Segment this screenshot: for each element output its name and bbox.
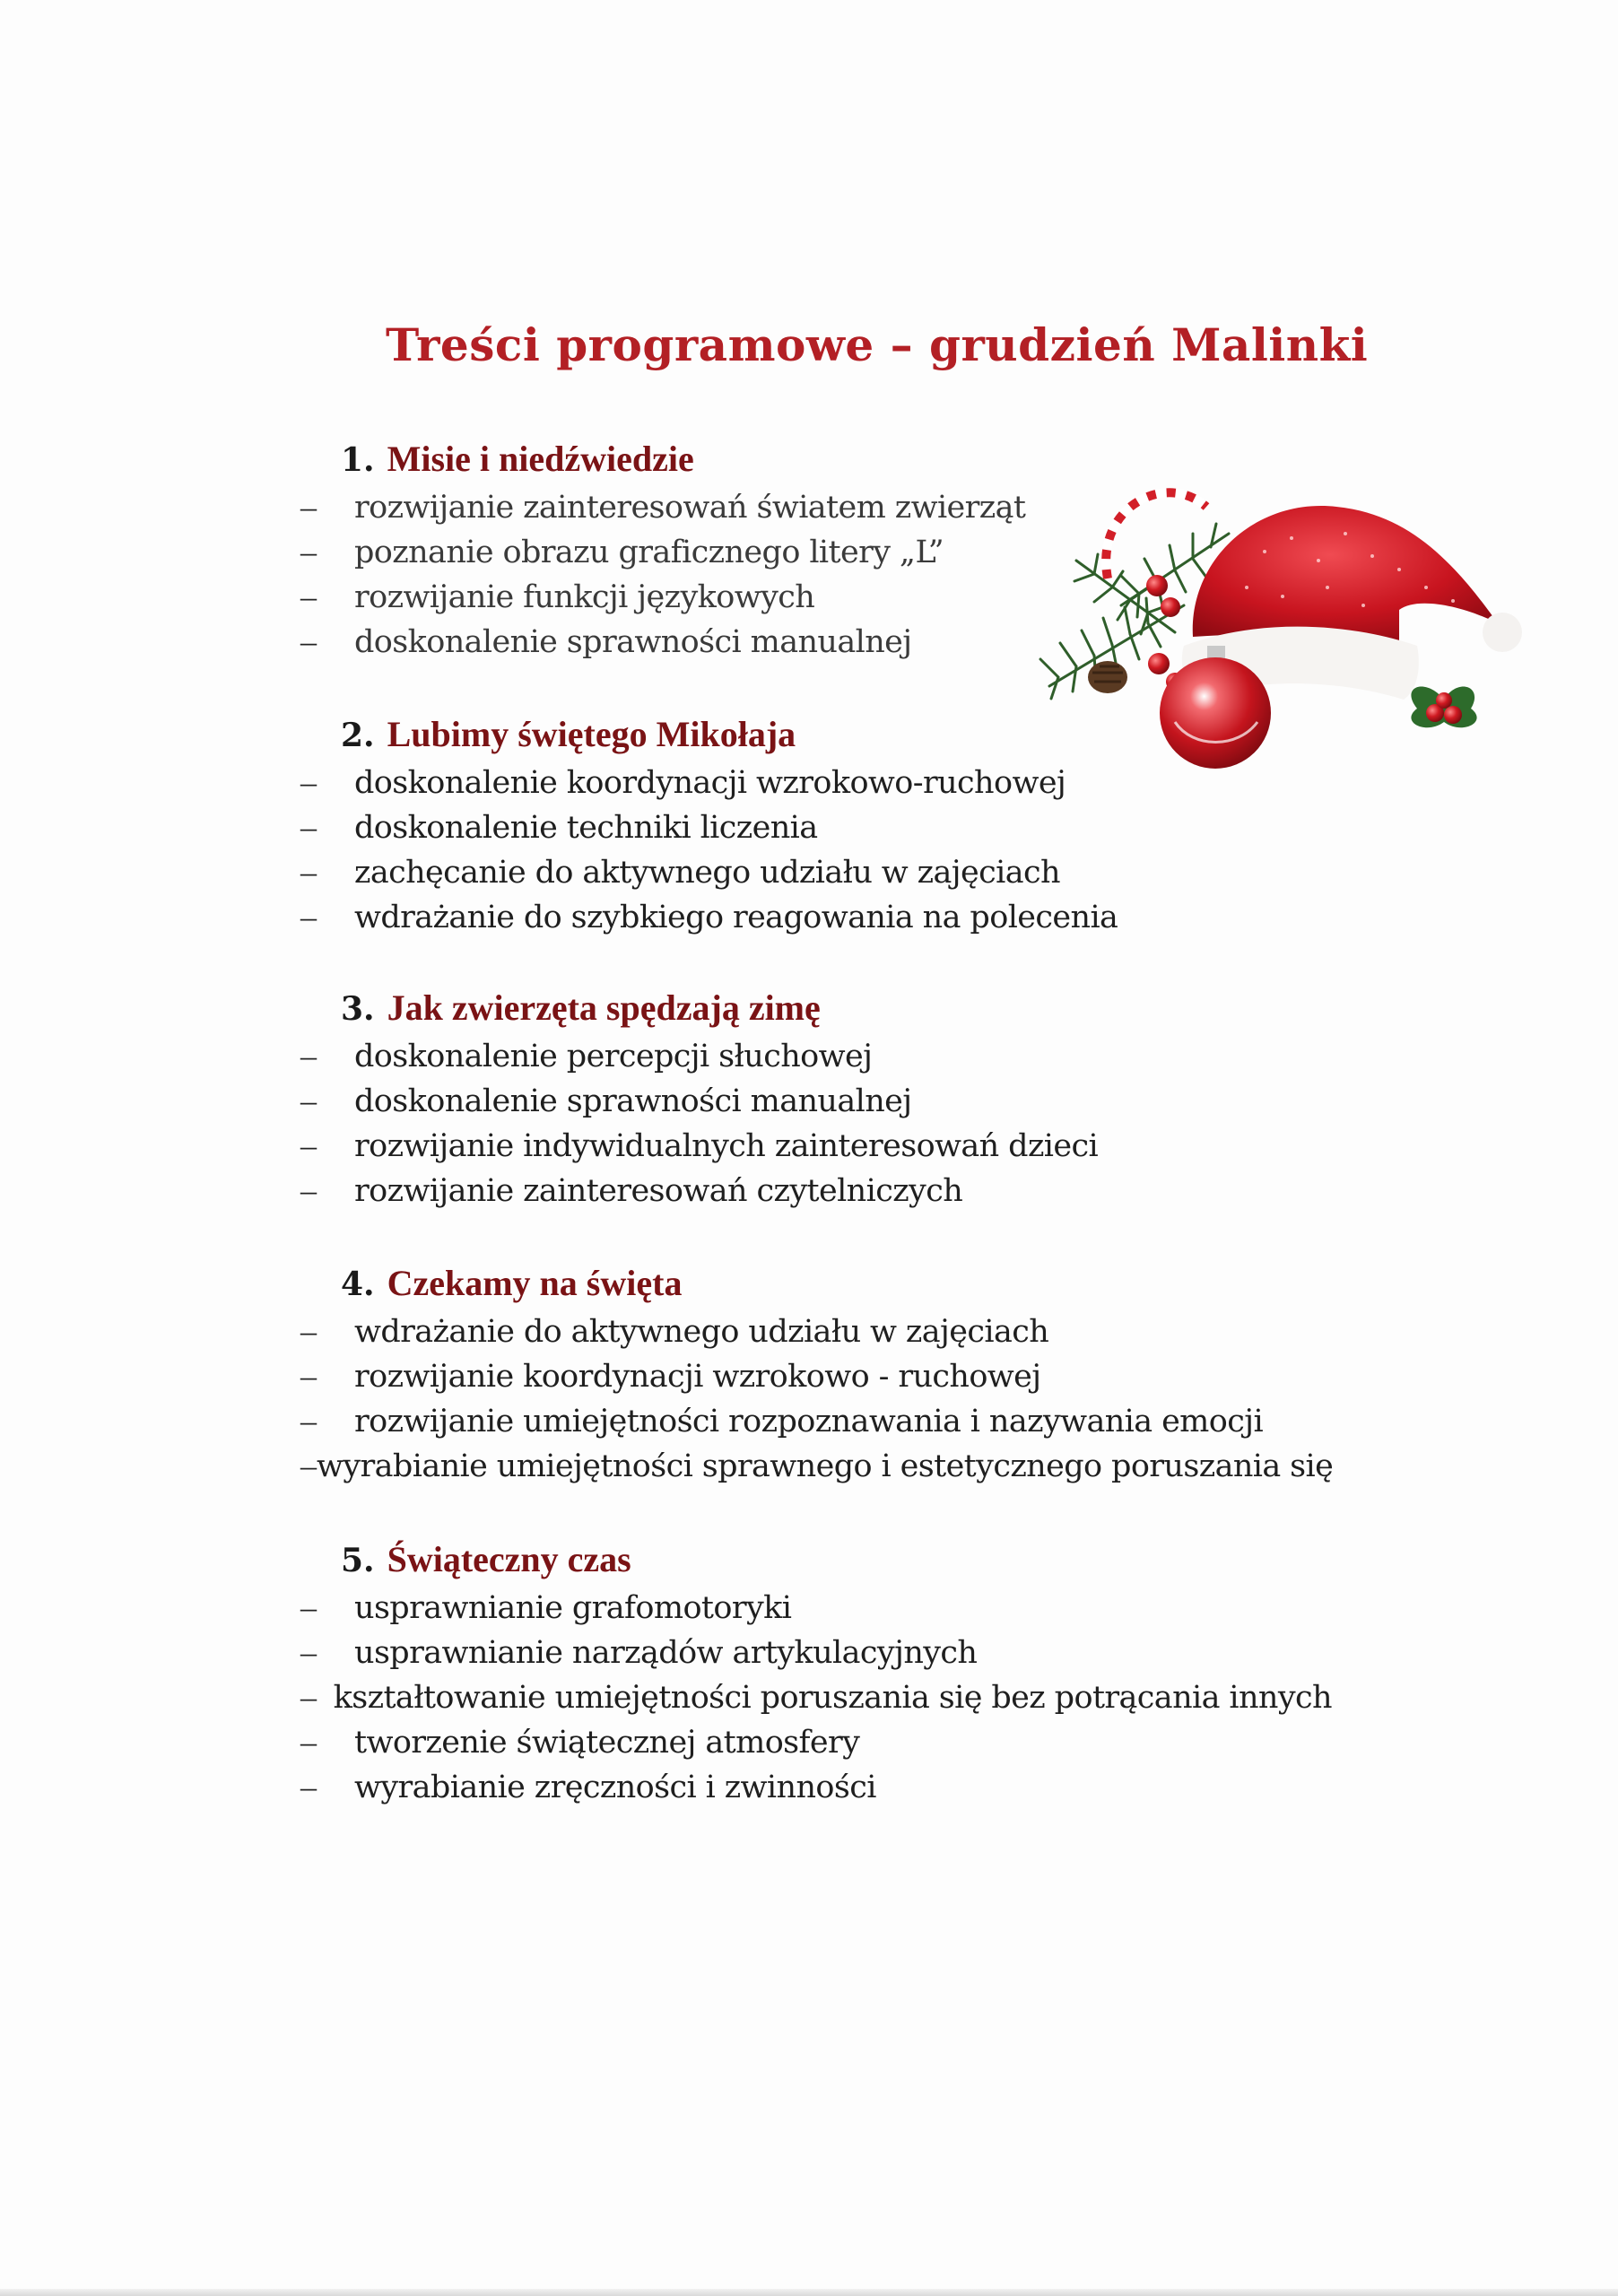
section-number: 3. <box>341 990 375 1028</box>
list-marker: – <box>300 578 317 614</box>
list-marker: – <box>300 764 317 800</box>
list-marker: – <box>300 1634 317 1670</box>
list-marker: – <box>300 899 317 935</box>
list-item-text: tworzenie świątecznej atmosfery <box>354 1725 860 1761</box>
section-heading <box>341 987 1332 1037</box>
list-item-text: wdrażanie do aktywnego udziału w zajęciach <box>354 1314 1049 1350</box>
section-title: Jak zwierzęta spędzają zimę <box>387 987 821 1028</box>
list-item-text: usprawnianie narządów artykulacyjnych <box>354 1635 978 1671</box>
list-item-text: rozwijanie indywidualnych zainteresowań dzieci <box>354 1128 1099 1164</box>
list-item <box>300 853 1332 898</box>
section-title: Czekamy na święta <box>387 1263 683 1303</box>
list-item <box>300 533 1332 578</box>
list-item-text: doskonalenie sprawności manualnej <box>354 1083 912 1119</box>
list-item-text: doskonalenie techniki liczenia <box>354 810 818 846</box>
list-marker: – <box>300 1403 317 1439</box>
list-item-text: wdrażanie do szybkiego reagowania na polecenia <box>354 900 1118 935</box>
list-item <box>300 1447 1332 1492</box>
list-item-text: doskonalenie percepcji słuchowej <box>354 1039 873 1074</box>
list-item <box>300 1082 1332 1126</box>
list-item-text: poznanie obrazu graficznego litery „L” <box>354 535 944 570</box>
section-1 <box>300 438 1332 667</box>
list-item-text: rozwijanie zainteresowań czytelniczych <box>354 1173 963 1209</box>
list-item <box>300 578 1332 622</box>
list-item-text: kształtowanie umiejętności poruszania się bez potrącania innych <box>333 1680 1332 1716</box>
list-item <box>300 1402 1332 1447</box>
list-item <box>300 1588 1332 1633</box>
list-marker: – <box>300 1769 317 1805</box>
section-number: 4. <box>341 1265 375 1303</box>
list-item <box>300 622 1332 667</box>
list-marker: – <box>300 1448 317 1483</box>
list-item <box>300 1678 1332 1723</box>
section-heading <box>341 438 1332 488</box>
section-number: 5. <box>341 1542 375 1579</box>
list-marker: – <box>300 1172 317 1208</box>
list-item-text: zachęcanie do aktywnego udziału w zajęciach <box>354 855 1060 891</box>
section-title: Lubimy świętego Mikołaja <box>387 714 796 754</box>
list-marker: – <box>300 1679 317 1715</box>
list-marker: – <box>300 489 317 525</box>
list-item <box>300 808 1332 853</box>
list-item-text: rozwijanie koordynacji wzrokowo - ruchowej <box>354 1359 1041 1395</box>
list-marker: – <box>300 1313 317 1349</box>
page-title: Treści programowe – grudzień Malinki <box>386 318 1369 371</box>
list-marker: – <box>300 1038 317 1074</box>
list-item-text: wyrabianie zręczności i zwinności <box>354 1770 876 1805</box>
section-title: Świąteczny czas <box>387 1539 631 1579</box>
list-item <box>300 1768 1332 1813</box>
page-edge-divider <box>0 2289 1618 2296</box>
list-item-text: usprawnianie grafomotoryki <box>354 1590 792 1626</box>
section-title: Misie i niedźwiedzie <box>387 439 694 479</box>
list-marker: – <box>300 1358 317 1394</box>
list-item <box>300 898 1332 943</box>
list-item <box>300 1037 1332 1082</box>
list-marker: – <box>300 1083 317 1118</box>
list-item-text: wyrabianie umiejętności sprawnego i estetycznego poruszania się <box>317 1448 1334 1484</box>
list-marker: – <box>300 623 317 659</box>
list-item <box>300 488 1332 533</box>
list-item <box>300 1633 1332 1678</box>
list-item <box>300 1723 1332 1768</box>
list-marker: – <box>300 854 317 890</box>
section-3 <box>300 987 1332 1216</box>
list-marker: – <box>300 1724 317 1760</box>
list-item-text: rozwijanie umiejętności rozpoznawania i nazywania emocji <box>354 1404 1264 1439</box>
section-number: 1. <box>341 441 375 479</box>
list-item <box>300 763 1332 808</box>
section-heading <box>341 1262 1332 1312</box>
list-marker: – <box>300 534 317 570</box>
section-4 <box>300 1262 1332 1492</box>
list-marker: – <box>300 1589 317 1625</box>
section-5 <box>300 1538 1332 1813</box>
list-item <box>300 1357 1332 1402</box>
list-item-text: doskonalenie koordynacji wzrokowo-ruchowej <box>354 765 1066 801</box>
list-marker: – <box>300 1127 317 1163</box>
list-item <box>300 1312 1332 1357</box>
list-item-text: rozwijanie zainteresowań światem zwierząt <box>354 490 1026 526</box>
list-item <box>300 1171 1332 1216</box>
section-number: 2. <box>341 717 375 754</box>
list-marker: – <box>300 809 317 845</box>
section-heading <box>341 713 1332 763</box>
section-2 <box>300 713 1332 943</box>
list-item-text: doskonalenie sprawności manualnej <box>354 624 912 660</box>
section-heading <box>341 1538 1332 1588</box>
list-item <box>300 1126 1332 1171</box>
list-item-text: rozwijanie funkcji językowych <box>354 579 815 615</box>
